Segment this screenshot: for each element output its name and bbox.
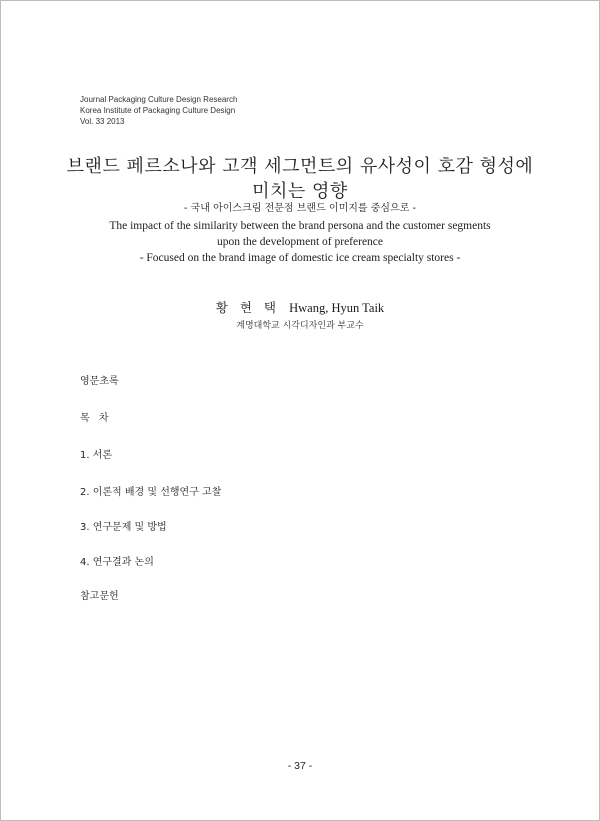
korean-title-line-1: 브랜드 페르소나와 고객 세그먼트의 유사성이 호감 형성에 <box>66 156 534 177</box>
author-name-korean: 황 현 택 <box>215 300 280 315</box>
korean-subtitle: - 국내 아이스크림 전문점 브랜드 이미지를 중심으로 - <box>183 203 417 214</box>
toc-abstract: 영문초록 <box>80 376 119 387</box>
toc-item: 1. 서론 <box>80 450 113 461</box>
author-affiliation: 계명대학교 시각디자인과 부교수 <box>236 321 364 331</box>
toc-item: 3. 연구문제 및 방법 <box>80 522 167 533</box>
journal-publisher: Korea Institute of Packaging Culture Design <box>80 106 236 115</box>
author-name-english: Hwang, Hyun Taik <box>289 301 385 315</box>
toc-item: 4. 연구결과 논의 <box>80 557 154 568</box>
toc-heading: 목 차 <box>80 413 112 424</box>
page-number: - 37 - <box>287 760 313 772</box>
journal-name: Journal Packaging Culture Design Research <box>80 95 238 104</box>
english-title-line-1: The impact of the similarity between the brand persona and the customer segments <box>109 220 491 232</box>
journal-volume: Vol. 33 2013 <box>80 117 125 126</box>
author-line <box>0 298 600 316</box>
toc-item: 2. 이론적 배경 및 선행연구 고찰 <box>80 487 222 498</box>
english-title-line-2: upon the development of preference <box>216 236 384 248</box>
journal-header <box>80 94 237 127</box>
korean-title-line-2: 미치는 영향 <box>252 181 348 202</box>
english-subtitle: - Focused on the brand image of domestic ice cream specialty stores - <box>139 252 461 264</box>
toc-references: 참고문헌 <box>80 591 119 602</box>
